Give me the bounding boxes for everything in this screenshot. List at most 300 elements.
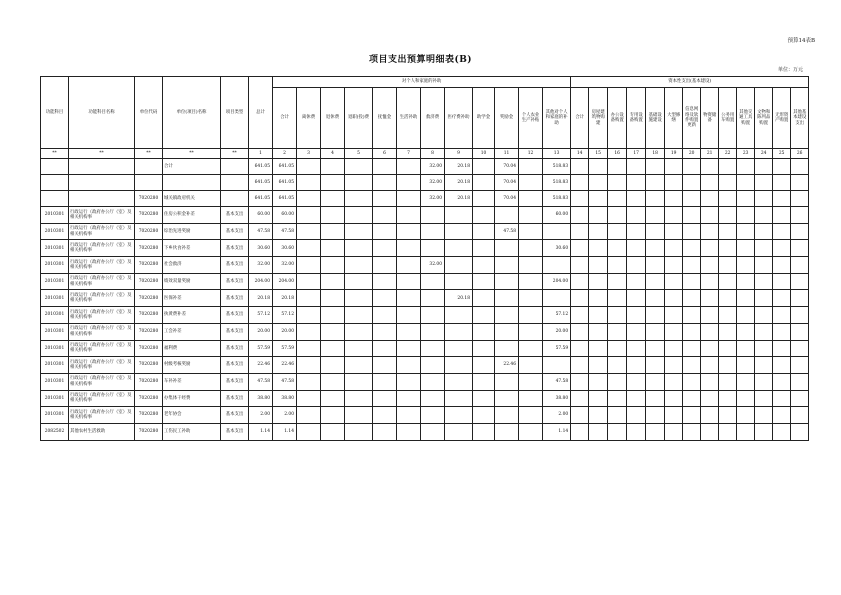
award-cell — [495, 407, 519, 424]
summary-row — [41, 175, 809, 191]
empty-cell — [473, 223, 495, 240]
unit-code-cell: 7020280 — [135, 357, 163, 374]
header-cell: 合计 — [571, 88, 589, 149]
index-cell: 23 — [737, 149, 755, 159]
capital-empty-cell — [701, 257, 719, 274]
capital-empty-cell — [589, 323, 608, 340]
other-personal-cell: 518.83 — [543, 159, 571, 175]
column-index-row — [41, 149, 809, 159]
unit-code-cell: 7020280 — [135, 373, 163, 390]
capital-empty-cell — [646, 307, 665, 324]
table-row — [41, 390, 809, 407]
func-code-cell: 2010301 — [41, 240, 69, 257]
capital-empty-cell — [683, 240, 701, 257]
personal-total-cell: 57.59 — [273, 340, 297, 357]
capital-empty-cell — [719, 273, 737, 290]
header-proj-type: 项目类型 — [221, 77, 249, 149]
header-cell: 其他基本建设支出 — [791, 88, 809, 149]
empty-cell — [345, 240, 373, 257]
proj-type-cell: 基本支出 — [221, 240, 249, 257]
func-code-cell — [41, 191, 69, 207]
header-cell: 其他交通工具购置 — [737, 88, 755, 149]
relief-cell — [421, 307, 445, 324]
capital-empty-cell — [755, 323, 773, 340]
capital-empty-cell — [571, 340, 589, 357]
capital-empty-cell — [755, 340, 773, 357]
index-cell: 14 — [571, 149, 589, 159]
func-name-cell: 行政运行（政府办公厅（室）及相关机构事 — [69, 223, 135, 240]
empty-cell — [373, 257, 397, 274]
empty-cell — [373, 323, 397, 340]
capital-empty-cell — [665, 257, 683, 274]
unit-name-cell: 工会补差 — [163, 323, 221, 340]
relief-cell: 32.00 — [421, 191, 445, 207]
relief-cell — [421, 240, 445, 257]
empty-cell — [297, 323, 321, 340]
other-personal-cell: 38.80 — [543, 390, 571, 407]
medical-cell — [445, 223, 473, 240]
empty-cell — [397, 340, 421, 357]
empty-cell — [321, 373, 345, 390]
award-cell: 70.04 — [495, 159, 519, 175]
capital-empty-cell — [627, 373, 646, 390]
empty-cell — [397, 191, 421, 207]
capital-empty-cell — [791, 175, 809, 191]
proj-type-cell: 基本支出 — [221, 273, 249, 290]
award-cell — [495, 423, 519, 440]
capital-empty-cell — [773, 223, 791, 240]
empty-cell — [297, 223, 321, 240]
capital-empty-cell — [701, 323, 719, 340]
capital-empty-cell — [589, 273, 608, 290]
empty-cell — [297, 390, 321, 407]
total-cell: 60.00 — [249, 207, 273, 224]
empty-cell — [473, 290, 495, 307]
capital-empty-cell — [737, 373, 755, 390]
capital-empty-cell — [683, 175, 701, 191]
header-cell: 退职(役)费 — [345, 88, 373, 149]
proj-type-cell: 基本支出 — [221, 373, 249, 390]
empty-cell — [345, 357, 373, 374]
index-cell: 1 — [249, 149, 273, 159]
func-name-cell: 行政运行（政府办公厅（室）及相关机构事 — [69, 207, 135, 224]
award-cell: 47.58 — [495, 223, 519, 240]
empty-cell — [519, 407, 543, 424]
capital-empty-cell — [755, 407, 773, 424]
index-cell: 6 — [373, 149, 397, 159]
capital-empty-cell — [791, 390, 809, 407]
empty-cell — [473, 340, 495, 357]
unit-code-cell: 7020280 — [135, 223, 163, 240]
header-cell: 救济费 — [421, 88, 445, 149]
capital-empty-cell — [719, 390, 737, 407]
index-cell: 21 — [701, 149, 719, 159]
header-unit-name: 单位(项目)名称 — [163, 77, 221, 149]
unit-name-cell: 福利费 — [163, 340, 221, 357]
capital-empty-cell — [608, 373, 627, 390]
award-cell — [495, 307, 519, 324]
other-personal-cell — [543, 290, 571, 307]
empty-cell — [519, 423, 543, 440]
personal-total-cell: 22.46 — [273, 357, 297, 374]
proj-type-cell: 基本支出 — [221, 223, 249, 240]
capital-empty-cell — [646, 159, 665, 175]
empty-cell — [373, 207, 397, 224]
personal-total-cell: 57.12 — [273, 307, 297, 324]
table-row — [41, 223, 809, 240]
empty-cell — [345, 373, 373, 390]
table-row — [41, 357, 809, 374]
capital-empty-cell — [646, 240, 665, 257]
medical-cell — [445, 423, 473, 440]
capital-empty-cell — [701, 407, 719, 424]
empty-cell — [373, 290, 397, 307]
unit-label: 单位：万元 — [777, 67, 803, 73]
empty-cell — [373, 357, 397, 374]
unit-code-cell — [135, 175, 163, 191]
header-cell: 奖励金 — [495, 88, 519, 149]
total-cell: 204.00 — [249, 273, 273, 290]
unit-name-cell: 工伤民工补助 — [163, 423, 221, 440]
empty-cell — [397, 257, 421, 274]
func-name-cell: 行政运行（政府办公厅（室）及相关机构事 — [69, 273, 135, 290]
empty-cell — [373, 175, 397, 191]
capital-empty-cell — [665, 290, 683, 307]
capital-empty-cell — [683, 357, 701, 374]
empty-cell — [397, 159, 421, 175]
empty-cell — [345, 323, 373, 340]
capital-empty-cell — [608, 423, 627, 440]
header-cell: 物资储备 — [701, 88, 719, 149]
header-func-name: 功能科目名称 — [69, 77, 135, 149]
empty-cell — [519, 390, 543, 407]
relief-cell — [421, 390, 445, 407]
func-name-cell: 行政运行（政府办公厅（室）及相关机构事 — [69, 257, 135, 274]
empty-cell — [473, 323, 495, 340]
func-name-cell: 其他农村生活救助 — [69, 423, 135, 440]
capital-empty-cell — [719, 191, 737, 207]
capital-empty-cell — [665, 159, 683, 175]
capital-empty-cell — [608, 407, 627, 424]
capital-empty-cell — [737, 257, 755, 274]
capital-empty-cell — [737, 273, 755, 290]
capital-empty-cell — [755, 390, 773, 407]
unit-name-cell: 社会救济 — [163, 257, 221, 274]
unit-name-cell: 办集体干经费 — [163, 390, 221, 407]
page-code: 预算14表B — [787, 38, 815, 44]
index-cell: 26 — [791, 149, 809, 159]
group-capital: 资本性支出(基本建设) — [571, 77, 809, 88]
capital-empty-cell — [608, 159, 627, 175]
capital-empty-cell — [719, 340, 737, 357]
capital-empty-cell — [646, 390, 665, 407]
capital-empty-cell — [608, 207, 627, 224]
capital-empty-cell — [755, 175, 773, 191]
other-personal-cell: 30.60 — [543, 240, 571, 257]
index-cell: ** — [41, 149, 69, 159]
empty-cell — [345, 273, 373, 290]
index-cell: ** — [221, 149, 249, 159]
total-cell: 57.12 — [249, 307, 273, 324]
func-code-cell: 2010301 — [41, 290, 69, 307]
index-cell: ** — [163, 149, 221, 159]
capital-empty-cell — [683, 407, 701, 424]
empty-cell — [397, 223, 421, 240]
capital-empty-cell — [646, 407, 665, 424]
total-cell: 641.05 — [249, 191, 273, 207]
capital-empty-cell — [589, 191, 608, 207]
capital-empty-cell — [755, 257, 773, 274]
empty-cell — [397, 240, 421, 257]
award-cell — [495, 390, 519, 407]
unit-name-cell: 绩效双量奖励 — [163, 273, 221, 290]
total-cell: 47.58 — [249, 223, 273, 240]
empty-cell — [373, 423, 397, 440]
capital-empty-cell — [665, 423, 683, 440]
capital-empty-cell — [571, 191, 589, 207]
capital-empty-cell — [571, 290, 589, 307]
capital-empty-cell — [627, 390, 646, 407]
capital-empty-cell — [665, 373, 683, 390]
func-name-cell: 行政运行（政府办公厅（室）及相关机构事 — [69, 373, 135, 390]
award-cell — [495, 240, 519, 257]
empty-cell — [373, 223, 397, 240]
capital-empty-cell — [719, 423, 737, 440]
header-cell: 文物和陈列品购置 — [755, 88, 773, 149]
capital-empty-cell — [701, 191, 719, 207]
empty-cell — [345, 207, 373, 224]
capital-empty-cell — [737, 223, 755, 240]
capital-empty-cell — [683, 390, 701, 407]
capital-empty-cell — [791, 207, 809, 224]
other-personal-cell: 204.00 — [543, 273, 571, 290]
total-cell: 57.59 — [249, 340, 273, 357]
capital-empty-cell — [665, 273, 683, 290]
other-personal-cell: 2.00 — [543, 407, 571, 424]
table-row — [41, 290, 809, 307]
proj-type-cell: 基本支出 — [221, 257, 249, 274]
empty-cell — [321, 257, 345, 274]
func-code-cell: 2010301 — [41, 407, 69, 424]
capital-empty-cell — [701, 223, 719, 240]
capital-empty-cell — [701, 290, 719, 307]
capital-empty-cell — [755, 191, 773, 207]
other-personal-cell: 518.83 — [543, 175, 571, 191]
capital-empty-cell — [719, 357, 737, 374]
total-cell: 32.00 — [249, 257, 273, 274]
capital-empty-cell — [791, 290, 809, 307]
func-code-cell: 2010301 — [41, 223, 69, 240]
capital-empty-cell — [755, 240, 773, 257]
empty-cell — [519, 240, 543, 257]
func-code-cell: 2010301 — [41, 307, 69, 324]
relief-cell — [421, 290, 445, 307]
capital-empty-cell — [773, 323, 791, 340]
empty-cell — [321, 357, 345, 374]
capital-empty-cell — [719, 373, 737, 390]
relief-cell — [421, 223, 445, 240]
capital-empty-cell — [701, 357, 719, 374]
capital-empty-cell — [646, 223, 665, 240]
medical-cell — [445, 357, 473, 374]
index-cell: 7 — [397, 149, 421, 159]
unit-code-cell: 7020280 — [135, 257, 163, 274]
header-unit-code: 单位代码 — [135, 77, 163, 149]
relief-cell — [421, 207, 445, 224]
capital-empty-cell — [701, 390, 719, 407]
capital-empty-cell — [589, 257, 608, 274]
capital-empty-cell — [571, 223, 589, 240]
empty-cell — [473, 390, 495, 407]
empty-cell — [519, 223, 543, 240]
capital-empty-cell — [773, 240, 791, 257]
capital-empty-cell — [608, 307, 627, 324]
award-cell — [495, 257, 519, 274]
capital-empty-cell — [571, 307, 589, 324]
empty-cell — [473, 257, 495, 274]
index-cell: 12 — [519, 149, 543, 159]
capital-empty-cell — [683, 373, 701, 390]
capital-empty-cell — [701, 175, 719, 191]
total-cell: 22.46 — [249, 357, 273, 374]
header-cell: 合计 — [273, 88, 297, 149]
empty-cell — [397, 207, 421, 224]
other-personal-cell: 1.14 — [543, 423, 571, 440]
empty-cell — [297, 307, 321, 324]
capital-empty-cell — [646, 323, 665, 340]
capital-empty-cell — [755, 373, 773, 390]
capital-empty-cell — [773, 390, 791, 407]
header-cell: 其他对个人和家庭的补助 — [543, 88, 571, 149]
capital-empty-cell — [646, 191, 665, 207]
proj-type-cell — [221, 159, 249, 175]
capital-empty-cell — [627, 340, 646, 357]
empty-cell — [297, 207, 321, 224]
capital-empty-cell — [737, 207, 755, 224]
empty-cell — [297, 290, 321, 307]
capital-empty-cell — [719, 323, 737, 340]
func-name-cell: 行政运行（政府办公厅（室）及相关机构事 — [69, 357, 135, 374]
capital-empty-cell — [589, 175, 608, 191]
empty-cell — [345, 223, 373, 240]
capital-empty-cell — [646, 423, 665, 440]
capital-empty-cell — [701, 307, 719, 324]
header-cell: 无形资产购置 — [773, 88, 791, 149]
medical-cell — [445, 257, 473, 274]
proj-type-cell: 基本支出 — [221, 357, 249, 374]
capital-empty-cell — [755, 423, 773, 440]
capital-empty-cell — [701, 240, 719, 257]
relief-cell: 32.00 — [421, 175, 445, 191]
capital-empty-cell — [571, 357, 589, 374]
capital-empty-cell — [646, 175, 665, 191]
empty-cell — [297, 273, 321, 290]
proj-type-cell: 基本支出 — [221, 323, 249, 340]
capital-empty-cell — [737, 191, 755, 207]
capital-empty-cell — [737, 175, 755, 191]
capital-empty-cell — [608, 175, 627, 191]
proj-type-cell: 基本支出 — [221, 207, 249, 224]
capital-empty-cell — [701, 340, 719, 357]
empty-cell — [473, 175, 495, 191]
unit-name-cell: 下乡伙食补差 — [163, 240, 221, 257]
capital-empty-cell — [627, 223, 646, 240]
header-cell: 办公设备购置 — [608, 88, 627, 149]
index-cell: 11 — [495, 149, 519, 159]
medical-cell — [445, 240, 473, 257]
empty-cell — [519, 323, 543, 340]
empty-cell — [473, 273, 495, 290]
proj-type-cell: 基本支出 — [221, 407, 249, 424]
header-cell: 专用设备购置 — [627, 88, 646, 149]
other-personal-cell: 20.00 — [543, 323, 571, 340]
medical-cell: 20.18 — [445, 159, 473, 175]
capital-empty-cell — [791, 423, 809, 440]
capital-empty-cell — [719, 159, 737, 175]
personal-total-cell: 1.14 — [273, 423, 297, 440]
capital-empty-cell — [737, 390, 755, 407]
capital-empty-cell — [719, 407, 737, 424]
capital-empty-cell — [646, 373, 665, 390]
capital-empty-cell — [791, 257, 809, 274]
total-cell: 20.00 — [249, 323, 273, 340]
empty-cell — [473, 191, 495, 207]
relief-cell: 32.00 — [421, 257, 445, 274]
total-cell: 641.05 — [249, 175, 273, 191]
medical-cell — [445, 207, 473, 224]
capital-empty-cell — [683, 290, 701, 307]
total-cell: 38.80 — [249, 390, 273, 407]
capital-empty-cell — [773, 290, 791, 307]
capital-empty-cell — [627, 257, 646, 274]
index-cell: 13 — [543, 149, 571, 159]
empty-cell — [321, 307, 345, 324]
capital-empty-cell — [773, 175, 791, 191]
capital-empty-cell — [719, 290, 737, 307]
capital-empty-cell — [737, 159, 755, 175]
capital-empty-cell — [589, 223, 608, 240]
empty-cell — [345, 257, 373, 274]
capital-empty-cell — [737, 307, 755, 324]
unit-code-cell: 7020280 — [135, 423, 163, 440]
unit-name-cell: 老年协会 — [163, 407, 221, 424]
capital-empty-cell — [683, 273, 701, 290]
capital-empty-cell — [719, 240, 737, 257]
personal-total-cell: 641.05 — [273, 191, 297, 207]
relief-cell — [421, 340, 445, 357]
capital-empty-cell — [791, 373, 809, 390]
capital-empty-cell — [701, 373, 719, 390]
capital-empty-cell — [608, 323, 627, 340]
capital-empty-cell — [791, 273, 809, 290]
unit-code-cell: 7020280 — [135, 191, 163, 207]
total-cell: 641.05 — [249, 159, 273, 175]
capital-empty-cell — [608, 390, 627, 407]
capital-empty-cell — [571, 240, 589, 257]
empty-cell — [373, 159, 397, 175]
capital-empty-cell — [665, 307, 683, 324]
capital-empty-cell — [701, 423, 719, 440]
unit-code-cell: 7020280 — [135, 307, 163, 324]
capital-empty-cell — [683, 323, 701, 340]
capital-empty-cell — [589, 290, 608, 307]
capital-empty-cell — [571, 207, 589, 224]
empty-cell — [373, 407, 397, 424]
func-code-cell: 2010301 — [41, 323, 69, 340]
header-cell: 公务用车购置 — [719, 88, 737, 149]
empty-cell — [345, 175, 373, 191]
header-cell: 生活补助 — [397, 88, 421, 149]
